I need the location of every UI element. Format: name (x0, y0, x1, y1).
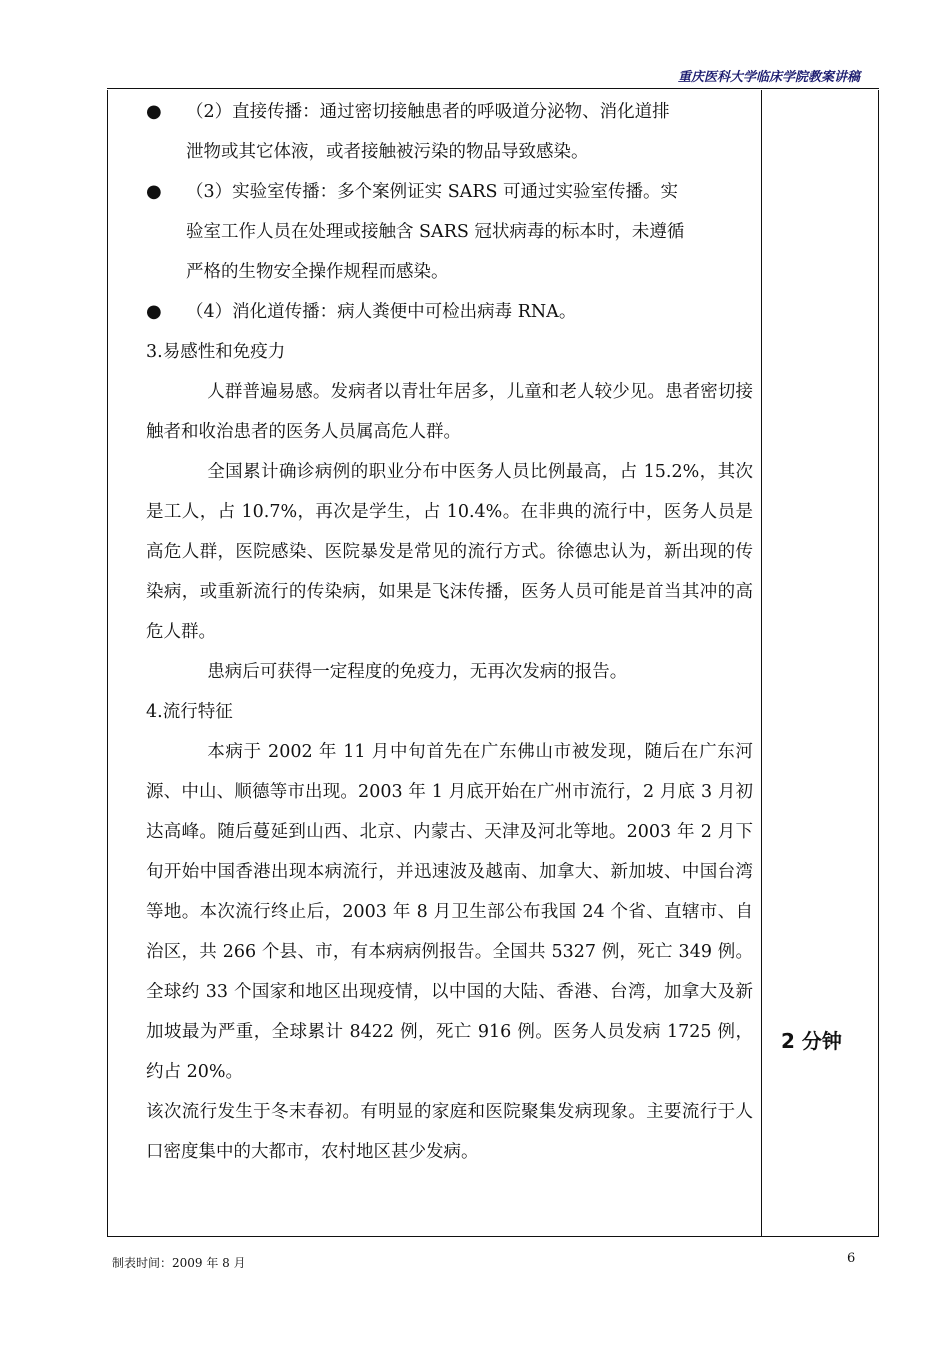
main-content-cell (146, 92, 753, 1172)
section-3-paragraph: 全国累计确诊病例的职业分布中医务人员比例最高，占 15.2%，其次是工人，占 10.7%，再次是学生，占 10.4%。在非典的流行中，医务人员是高危人群，医院感染、医院暴发是常见的流行方式。徐德忠认为，新出现的传染病，或重新流行的传染病，如果是飞沫传播，医务人员可能是首当其冲的高危人群。 (146, 462, 753, 642)
bullet-text-line: （4）消化道传播：病人粪便中可检出病毒 RNA。 (186, 302, 577, 322)
section-4-paragraph: 本病于 2002 年 11 月中旬首先在广东佛山市被发现，随后在广东河源、中山、顺德等市出现。2003 年 1 月底开始在广州市流行，2 月底 3 月初达高峰。随后蔓延到山西、北京、内蒙古、天津及河北等地。2003 年 2 月下旬开始中国香港出现本病流行，并迅速波及越南、加拿大、新加坡、中国台湾等地。本次流行终止后，2003 年 8 月卫生部公布我国 24 个省、直辖市、自治区，共 266 个县、市，有本病病例报告。全国共 5327 例，死亡 349 例。全球约 33 个国家和地区出现疫情，以中国的大陆、香港、台湾，加拿大及新加坡最为严重，全球累计 8422 例，死亡 916 例。医务人员发病 1725 例，约占 20%。 (146, 742, 753, 1082)
bullet-text-line: 严格的生物安全操作规程而感染。 (186, 262, 449, 282)
column-divider (761, 90, 762, 1236)
bullet-icon: ● (146, 301, 162, 322)
section-3-paragraph: 患病后可获得一定程度的免疫力，无再次发病的报告。 (207, 662, 628, 682)
bullet-text-line: （3）实验室传播：多个案例证实 SARS 可通过实验室传播。实 (186, 182, 679, 202)
section-4-heading: 4.流行特征 (146, 702, 233, 722)
page-number: 6 (847, 1251, 856, 1266)
lesson-table (107, 90, 879, 1237)
footer-date: 制表时间：2009 年 8 月 (112, 1256, 246, 1270)
bullet-text-line: 验室工作人员在处理或接触含 SARS 冠状病毒的标本时，未遵循 (186, 222, 685, 242)
bullet-icon: ● (146, 181, 162, 202)
section-4-paragraph: 该次流行发生于冬末春初。有明显的家庭和医院聚集发病现象。主要流行于人口密度集中的大都市，农村地区甚少发病。 (146, 1102, 753, 1162)
bullet-direct-transmission (146, 92, 753, 172)
bullet-icon: ● (146, 101, 162, 122)
document-header-title: 重庆医科大学临床学院教案讲稿 (677, 70, 860, 85)
bullet-text-line: 泄物或其它体液，或者接触被污染的物品导致感染。 (186, 142, 589, 162)
bullet-lab-transmission (146, 172, 753, 292)
section-3-paragraph: 人群普遍易感。发病者以青壮年居多，儿童和老人较少见。患者密切接触者和收治患者的医务人员属高危人群。 (146, 382, 753, 442)
time-allocation: 2 分钟 (781, 1029, 842, 1053)
section-3-heading: 3.易感性和免疫力 (146, 342, 286, 362)
bullet-digestive-transmission (146, 292, 753, 332)
header-rule (107, 88, 879, 89)
bullet-text-line: （2）直接传播：通过密切接触患者的呼吸道分泌物、消化道排 (186, 102, 670, 122)
